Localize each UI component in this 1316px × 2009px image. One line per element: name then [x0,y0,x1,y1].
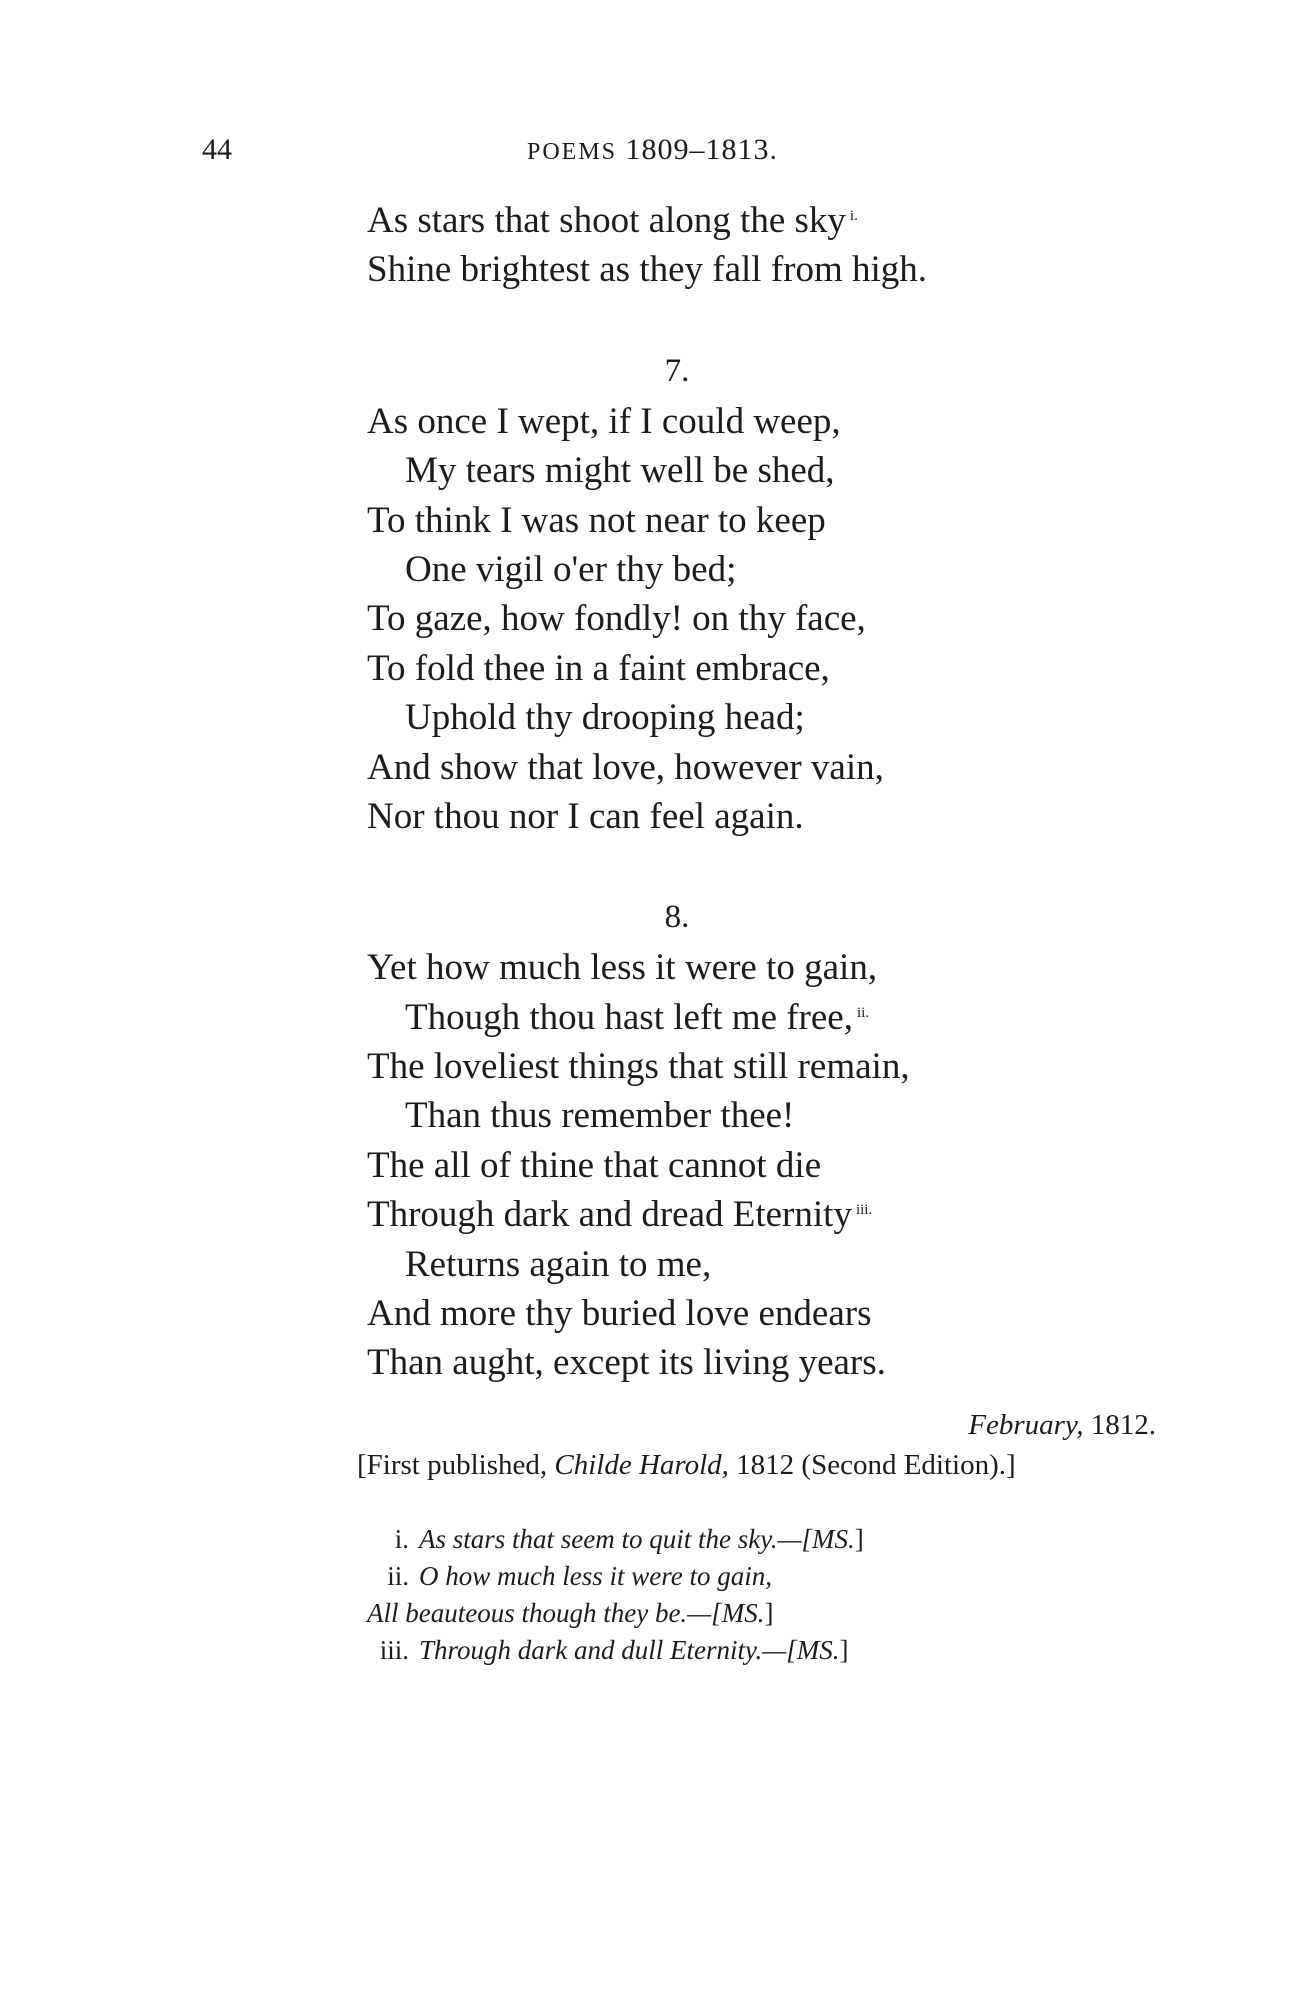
footnote: iii. Through dark and dull Eternity.—[MS.] [367,1632,864,1669]
stanza [367,397,1227,842]
poem-line: Shine brightest as they fall from high. [367,249,928,291]
poem-line: My tears might well be shed, [405,450,835,492]
poem-line: Than aught, except its living years. [367,1342,886,1384]
footnote-reference: iii. [855,1202,873,1219]
publication-note: [First published, Childe Harold, 1812 (Second Edition).] [357,1449,1016,1481]
poem-line: As stars that shoot along the sky $^{i.}$ [367,200,858,241]
running-head-title: POEMS [527,139,618,165]
poem-line: Though thou hast left me free, $^{ii.}$ [405,996,870,1038]
poem-line: To fold thee in a faint embrace, [367,647,830,689]
poem-line: Than thus remember thee! [405,1095,795,1137]
running-head [527,130,778,172]
poem-line: The all of thine that cannot die [367,1144,822,1186]
stanza [367,943,1227,1388]
footnote-number: ii. [387,1561,409,1591]
poem-line: Uphold thy drooping head; [405,697,805,739]
poem-line: And show that love, however vain, [367,746,884,788]
poem-body [367,196,1227,1388]
poem-line: To think I was not near to keep [367,499,826,541]
poem-line: Nor thou nor I can feel again. [367,795,804,837]
poem-line: Yet how much less it were to gain, [367,947,878,989]
poem-line: The loveliest things that still remain, [367,1046,910,1088]
stanza-number: 7. [664,352,690,389]
poem-line: To gaze, how fondly! on thy face, [367,598,866,640]
publication-title: Childe Harold, [554,1449,729,1481]
poem-line: Through dark and dread Eternity $^{iii.}$ [367,1194,873,1236]
footnote-reference: i. [849,208,858,224]
stanza-number: 8. [664,899,690,936]
poem-line: As once I wept, if I could weep, [367,400,841,442]
dateline-year: 1812. [1090,1409,1156,1441]
footnote-continuation: All beauteous though they be.—[MS.] [367,1598,774,1628]
footnote-reference: ii. [856,1004,870,1021]
page-number: 44 [202,133,232,166]
footnotes [367,1521,864,1669]
poem-line: And more thy buried love endears [367,1293,872,1335]
poem-line: Returns again to me, [405,1243,712,1285]
poem-line: One vigil o'er thy bed; [405,548,737,590]
dateline-month: February, [968,1409,1084,1441]
footnote: i. As stars that seem to quit the sky.—[MS.] [367,1521,864,1558]
running-head-years: 1809–1813. [625,133,779,166]
footnote: ii. O how much less it were to gain, [367,1558,864,1595]
footnote-number: iii. [379,1635,409,1665]
dateline [968,1405,1156,1445]
footnote-number: i. [394,1524,409,1554]
